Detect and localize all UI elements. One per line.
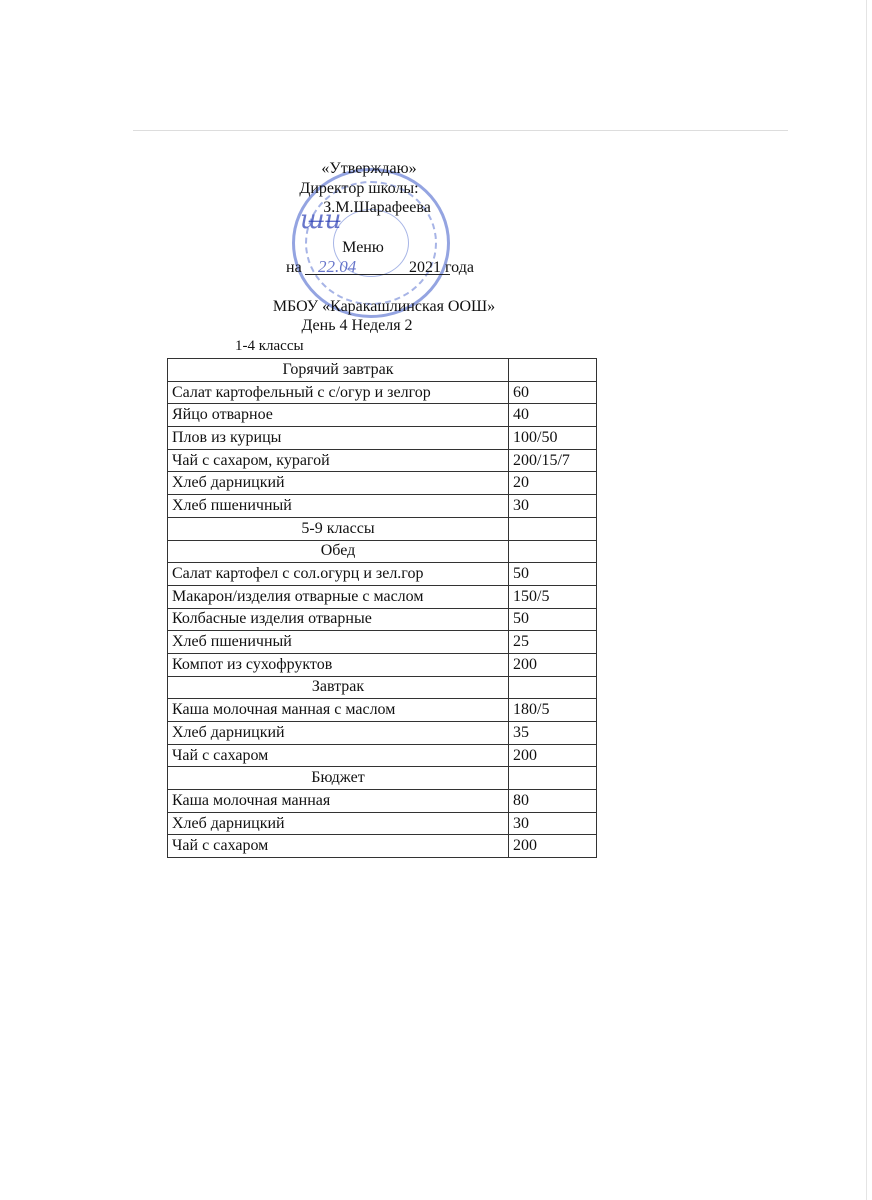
table-row [168, 699, 597, 722]
dish-name: Салат картофел с сол.огурц и зел.гор [168, 563, 509, 586]
table-row [168, 812, 597, 835]
dish-name: Хлеб пшеничный [168, 631, 509, 654]
portion-value [509, 540, 597, 563]
table-row [168, 835, 597, 858]
table-row [168, 381, 597, 404]
menu-table [167, 358, 597, 858]
dish-name: 5-9 классы [168, 517, 509, 540]
grade-label: 1-4 классы [235, 338, 304, 354]
portion-value: 40 [509, 404, 597, 427]
section-row [168, 676, 597, 699]
dish-name: Хлеб дарницкий [168, 472, 509, 495]
director-name: З.М.Шарафеева [323, 199, 431, 216]
portion-value: 200 [509, 835, 597, 858]
table-row [168, 472, 597, 495]
scan-edge-line [133, 130, 788, 131]
table-row [168, 722, 597, 745]
approval-label: «Утверждаю» [321, 160, 417, 177]
portion-value [509, 767, 597, 790]
portion-value [509, 359, 597, 382]
dish-name: Яйцо отварное [168, 404, 509, 427]
dish-name: Завтрак [168, 676, 509, 699]
portion-value: 30 [509, 812, 597, 835]
portion-value [509, 517, 597, 540]
table-row [168, 495, 597, 518]
section-row [168, 540, 597, 563]
dish-name: Компот из сухофруктов [168, 653, 509, 676]
dish-name: Каша молочная манная [168, 790, 509, 813]
portion-value: 80 [509, 790, 597, 813]
scan-page-edge [866, 0, 867, 1200]
portion-value: 60 [509, 381, 597, 404]
dish-name: Чай с сахаром [168, 744, 509, 767]
portion-value: 35 [509, 722, 597, 745]
dish-name: Колбасные изделия отварные [168, 608, 509, 631]
table-row [168, 608, 597, 631]
portion-value [509, 676, 597, 699]
portion-value: 50 [509, 563, 597, 586]
dish-name: Каша молочная манная с маслом [168, 699, 509, 722]
dish-name: Чай с сахаром, курагой [168, 449, 509, 472]
table-row [168, 427, 597, 450]
portion-value: 200 [509, 744, 597, 767]
dish-name: Хлеб дарницкий [168, 722, 509, 745]
table-row [168, 744, 597, 767]
portion-value: 50 [509, 608, 597, 631]
section-row [168, 767, 597, 790]
table-row [168, 790, 597, 813]
dish-name: Хлеб пшеничный [168, 495, 509, 518]
director-label: Директор школы: [299, 180, 419, 197]
portion-value: 180/5 [509, 699, 597, 722]
portion-value: 200 [509, 653, 597, 676]
table-row [168, 449, 597, 472]
dish-name: Хлеб дарницкий [168, 812, 509, 835]
dish-name: Макарон/изделия отварные с маслом [168, 585, 509, 608]
dish-name: Салат картофельный с с/огур и зелгор [168, 381, 509, 404]
table-row [168, 404, 597, 427]
portion-value: 20 [509, 472, 597, 495]
day-week: День 4 Неделя 2 [301, 317, 413, 334]
dish-name: Бюджет [168, 767, 509, 790]
menu-title: Меню [342, 239, 384, 256]
school-name: МБОУ «Каракашлинская ООШ» [272, 298, 496, 315]
table-row [168, 585, 597, 608]
table-row [168, 653, 597, 676]
portion-value: 100/50 [509, 427, 597, 450]
date-prefix: на [286, 259, 302, 276]
handwritten-date: 22.04 [318, 257, 357, 276]
section-row [168, 517, 597, 540]
portion-value: 150/5 [509, 585, 597, 608]
section-row [168, 359, 597, 382]
dish-name: Плов из курицы [168, 427, 509, 450]
dish-name: Чай с сахаром [168, 835, 509, 858]
date-year: 2021 года [409, 259, 474, 276]
portion-value: 25 [509, 631, 597, 654]
table-row [168, 631, 597, 654]
signature: ш̶и̶ [300, 205, 342, 235]
table-row [168, 563, 597, 586]
dish-name: Обед [168, 540, 509, 563]
dish-name: Горячий завтрак [168, 359, 509, 382]
portion-value: 30 [509, 495, 597, 518]
portion-value: 200/15/7 [509, 449, 597, 472]
